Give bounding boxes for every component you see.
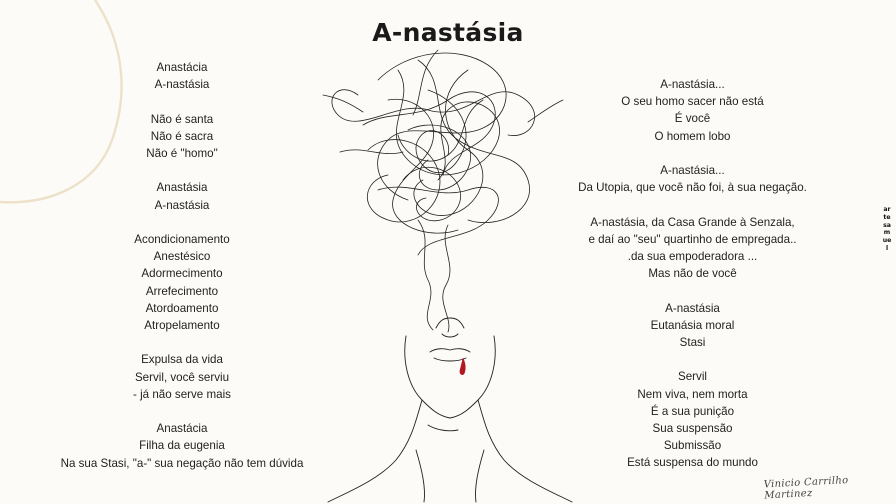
blood-drop — [460, 358, 466, 375]
face-outline — [328, 318, 572, 502]
poem-right-column: A-nastásia... O seu homo sacer não está É você O homem lobo A-nastásia... Da Utopia, que você não foi, à sua negação. A-nastásia, da Casa Grande à Senzala, e daí ao "seu" quartinho de empregada.. .da sua empoderadora ... Mas não de você A-nastásia Eutanásia moral Stasi Servil Nem viva, nem morta É a sua punição Sua suspensão Submissão Está suspensa do mundo — [578, 78, 807, 470]
tangled-scribble — [323, 50, 563, 332]
side-brand-text: artesamuel — [882, 206, 892, 252]
scribble-face-illustration — [318, 40, 578, 504]
page-title: A-nastásia — [372, 18, 524, 47]
artist-signature: Vinicio Carrilho Martinez — [763, 475, 849, 502]
poem-left-column: Anastácia A-nastásia Não é santa Não é sacra Não é "homo" Anastásia A-nastásia Acondicionamento Anestésico Adormecimento Arrefecimento Atordoamento Atropelamento Expulsa da vida Servil, você serviu - já não serve mais Anastácia Filha da eugenia Na sua Stasi, "a-" sua negação não tem dúvida — [60, 61, 304, 470]
